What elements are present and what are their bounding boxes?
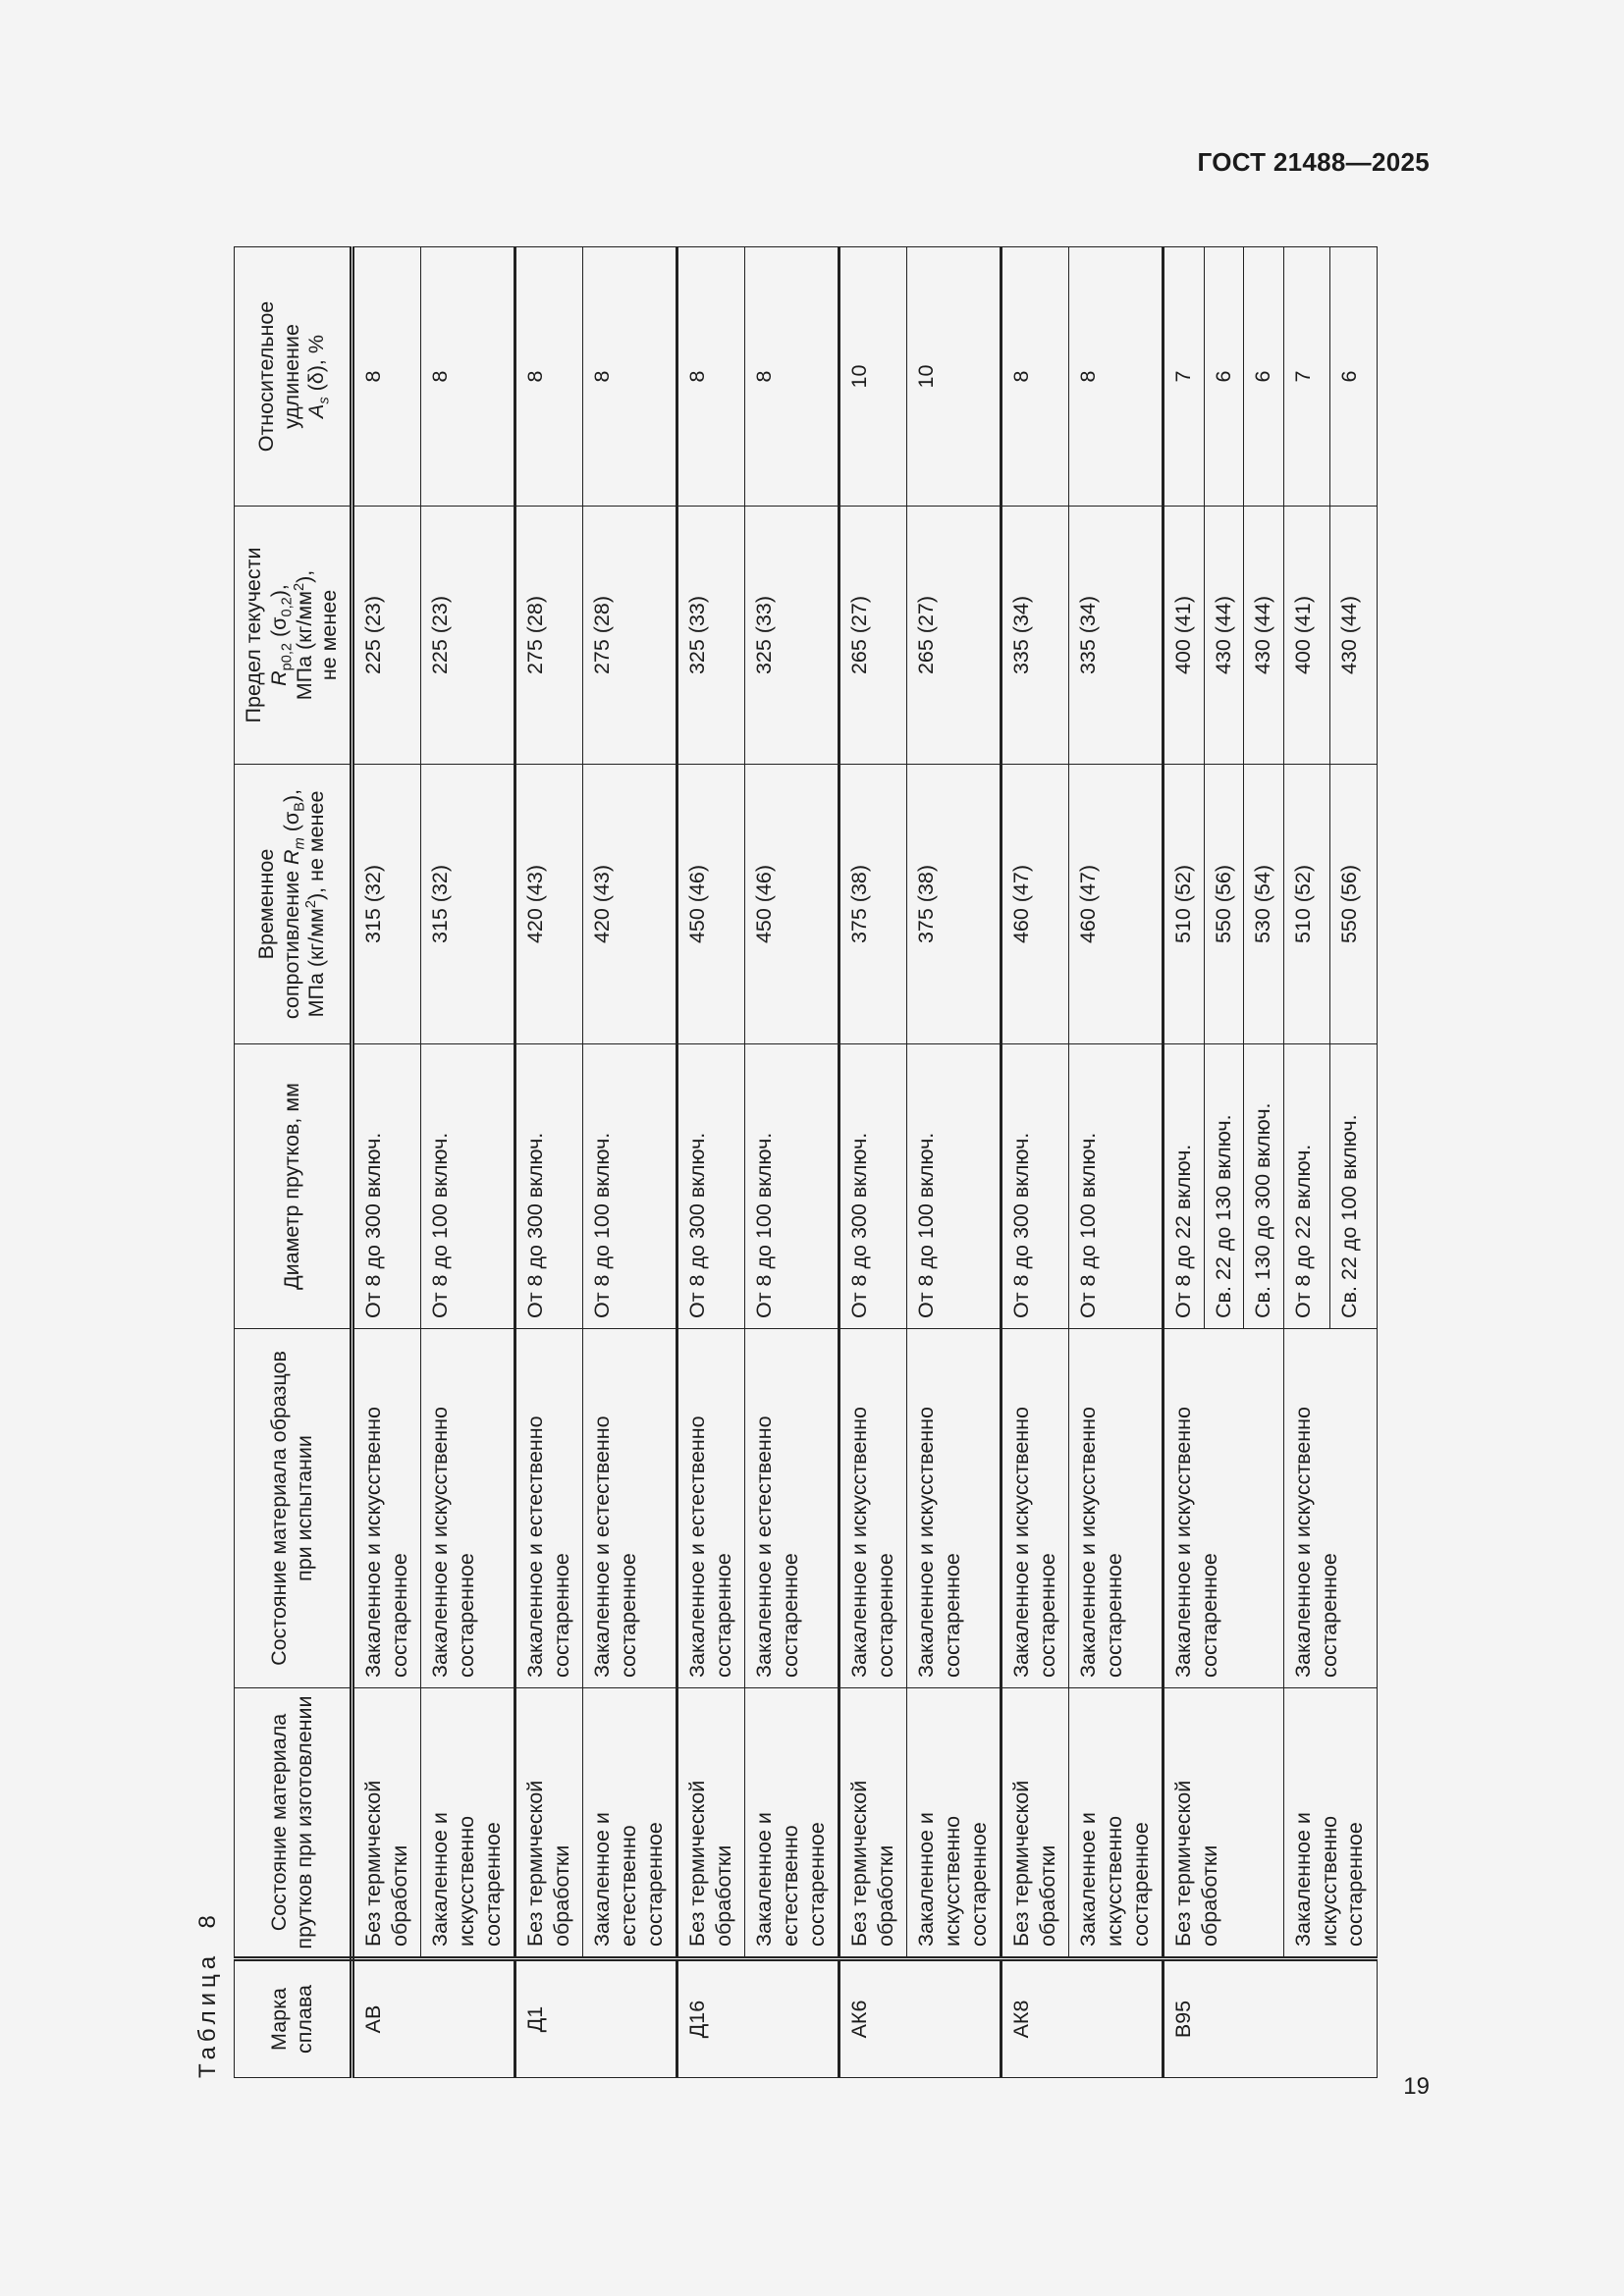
header-yield-line1: Предел текучести [241, 547, 265, 723]
table-row [1001, 247, 1069, 2078]
table-row [906, 247, 1001, 2078]
table-row [420, 247, 514, 2078]
cell-test-state: Закаленное и искусственно состаренное [420, 1329, 514, 1688]
table-row [677, 247, 745, 2078]
cell-test-state: Закаленное и искусственно состаренное [352, 1329, 421, 1688]
cell-diameter: От 8 до 100 включ. [906, 1044, 1001, 1329]
cell-elongation: 8 [744, 247, 839, 507]
cell-yield: 325 (33) [677, 507, 745, 765]
table-header-row [235, 247, 352, 2078]
cell-manufacture-state: Без термической обработки [515, 1688, 583, 1959]
cell-yield: 400 (41) [1164, 507, 1205, 765]
cell-tensile: 420 (43) [515, 765, 583, 1044]
cell-elongation: 6 [1244, 247, 1284, 507]
cell-tensile: 460 (47) [1069, 765, 1164, 1044]
header-elong-line2: удлинение [279, 324, 303, 429]
cell-tensile: 450 (46) [744, 765, 839, 1044]
cell-test-state: Закаленное и искусственно состаренное [839, 1329, 907, 1688]
table-row [1164, 247, 1205, 2078]
cell-test-state: Закаленное и естественно состаренное [677, 1329, 745, 1688]
table-caption-number: 8 [194, 1915, 221, 1929]
cell-test-state: Закаленное и искусственно состаренное [1069, 1329, 1164, 1688]
cell-tensile: 530 (54) [1244, 765, 1284, 1044]
cell-diameter: От 8 до 100 включ. [1069, 1044, 1164, 1329]
cell-diameter: От 8 до 100 включ. [420, 1044, 514, 1329]
cell-tensile: 510 (52) [1283, 765, 1330, 1044]
cell-diameter: Св. 22 до 130 включ. [1204, 1044, 1244, 1329]
cell-manufacture-state: Закаленное и естественно состаренное [744, 1688, 839, 1959]
table-caption [194, 1915, 222, 2078]
header-yield-line2: $R_{p0,2}$ $(\sigma_{0,2})$, [266, 584, 295, 686]
cell-manufacture-state: Без термической обработки [1164, 1688, 1284, 1959]
header-tensile-line2: сопротивление $R_m$ $(\sigma_В)$, [279, 788, 307, 1020]
header-elongation [235, 247, 352, 507]
cell-elongation: 8 [1001, 247, 1069, 507]
cell-elongation: 8 [352, 247, 421, 507]
cell-manufacture-state: Без термической обработки [352, 1688, 421, 1959]
cell-manufacture-state: Закаленное и искусственно состаренное [1283, 1688, 1377, 1959]
header-tensile-strength [235, 765, 352, 1044]
header-elong-line1: Относительное [253, 300, 278, 453]
cell-manufacture-state: Закаленное и искусственно состаренное [1069, 1688, 1164, 1959]
cell-tensile: 550 (56) [1330, 765, 1378, 1044]
cell-test-state: Закаленное и естественно состаренное [515, 1329, 583, 1688]
rotated-table-block [194, 247, 1368, 2078]
cell-yield: 265 (27) [906, 507, 1001, 765]
cell-manufacture-state: Без термической обработки [1001, 1688, 1069, 1959]
cell-diameter: От 8 до 300 включ. [839, 1044, 907, 1329]
cell-grade: АВ [352, 1959, 515, 2078]
cell-yield: 275 (28) [515, 507, 583, 765]
cell-elongation: 6 [1204, 247, 1244, 507]
table-caption-prefix: Таблица [194, 1950, 221, 2078]
header-grade: Марка сплава [235, 1959, 352, 2078]
cell-yield: 225 (23) [420, 507, 514, 765]
cell-grade: АК8 [1001, 1959, 1164, 2078]
cell-test-state: Закаленное и искусственно состаренное [1001, 1329, 1069, 1688]
cell-manufacture-state: Закаленное и искусственно состаренное [906, 1688, 1001, 1959]
cell-diameter: От 8 до 300 включ. [677, 1044, 745, 1329]
header-elong-line3: $A_s$ (δ), % [304, 335, 333, 418]
header-yield-line4: не менее [317, 589, 342, 681]
cell-diameter: Св. 130 до 300 включ. [1244, 1044, 1284, 1329]
table-row [744, 247, 839, 2078]
cell-diameter: От 8 до 300 включ. [515, 1044, 583, 1329]
cell-manufacture-state: Без термической обработки [677, 1688, 745, 1959]
cell-yield: 430 (44) [1204, 507, 1244, 765]
header-yield-line3: МПа $(кг/мм^2)$, [291, 569, 316, 701]
standard-designation: ГОСТ 21488—2025 [1197, 147, 1430, 177]
cell-yield: 430 (44) [1244, 507, 1284, 765]
cell-elongation: 8 [582, 247, 677, 507]
cell-test-state: Закаленное и искусственно состаренное [1164, 1329, 1284, 1688]
cell-elongation: 6 [1330, 247, 1378, 507]
cell-yield: 430 (44) [1330, 507, 1378, 765]
cell-yield: 225 (23) [352, 507, 421, 765]
cell-elongation: 8 [1069, 247, 1164, 507]
header-tensile-line1: Временное [253, 848, 278, 960]
cell-test-state: Закаленное и естественно состаренное [744, 1329, 839, 1688]
cell-tensile: 460 (47) [1001, 765, 1069, 1044]
cell-tensile: 510 (52) [1164, 765, 1205, 1044]
cell-manufacture-state: Без термической обработки [839, 1688, 907, 1959]
cell-yield: 275 (28) [582, 507, 677, 765]
cell-test-state: Закаленное и искусственно состаренное [1283, 1329, 1377, 1688]
table-row [352, 247, 421, 2078]
header-test-state: Состояние материала образцов при испытании [235, 1329, 352, 1688]
cell-grade: АК6 [839, 1959, 1001, 2078]
cell-elongation: 7 [1283, 247, 1330, 507]
table-row [1283, 247, 1330, 2078]
cell-tensile: 450 (46) [677, 765, 745, 1044]
cell-test-state: Закаленное и естественно состаренное [582, 1329, 677, 1688]
cell-diameter: От 8 до 100 включ. [744, 1044, 839, 1329]
cell-diameter: От 8 до 100 включ. [582, 1044, 677, 1329]
alloy-properties-table [234, 246, 1378, 2078]
cell-tensile: 420 (43) [582, 765, 677, 1044]
cell-elongation: 8 [677, 247, 745, 507]
cell-diameter: Св. 22 до 100 включ. [1330, 1044, 1378, 1329]
table-row [1069, 247, 1164, 2078]
header-yield-strength [235, 507, 352, 765]
cell-elongation: 8 [420, 247, 514, 507]
cell-elongation: 10 [906, 247, 1001, 507]
cell-diameter: От 8 до 22 включ. [1283, 1044, 1330, 1329]
cell-tensile: 375 (38) [839, 765, 907, 1044]
cell-yield: 325 (33) [744, 507, 839, 765]
cell-grade: Д16 [677, 1959, 839, 2078]
cell-tensile: 375 (38) [906, 765, 1001, 1044]
table-row [515, 247, 583, 2078]
page-number: 19 [1403, 2073, 1430, 2100]
cell-yield: 265 (27) [839, 507, 907, 765]
cell-tensile: 315 (32) [420, 765, 514, 1044]
header-diameter: Диаметр прутков, мм [235, 1044, 352, 1329]
cell-manufacture-state: Закаленное и естественно состаренное [582, 1688, 677, 1959]
cell-diameter: От 8 до 22 включ. [1164, 1044, 1205, 1329]
cell-diameter: От 8 до 300 включ. [352, 1044, 421, 1329]
cell-elongation: 10 [839, 247, 907, 507]
header-tensile-line3: МПа $(кг/мм^2)$, не менее [303, 790, 329, 1018]
cell-yield: 335 (34) [1001, 507, 1069, 765]
cell-elongation: 7 [1164, 247, 1205, 507]
table-row [839, 247, 907, 2078]
cell-diameter: От 8 до 300 включ. [1001, 1044, 1069, 1329]
cell-grade: В95 [1164, 1959, 1378, 2078]
cell-tensile: 550 (56) [1204, 765, 1244, 1044]
header-manufacture-state: Состояние материала прутков при изготовлении [235, 1688, 352, 1959]
cell-grade: Д1 [515, 1959, 677, 2078]
cell-manufacture-state: Закаленное и искусственно состаренное [420, 1688, 514, 1959]
table-row [582, 247, 677, 2078]
cell-elongation: 8 [515, 247, 583, 507]
cell-tensile: 315 (32) [352, 765, 421, 1044]
cell-yield: 335 (34) [1069, 507, 1164, 765]
cell-yield: 400 (41) [1283, 507, 1330, 765]
cell-test-state: Закаленное и искусственно состаренное [906, 1329, 1001, 1688]
